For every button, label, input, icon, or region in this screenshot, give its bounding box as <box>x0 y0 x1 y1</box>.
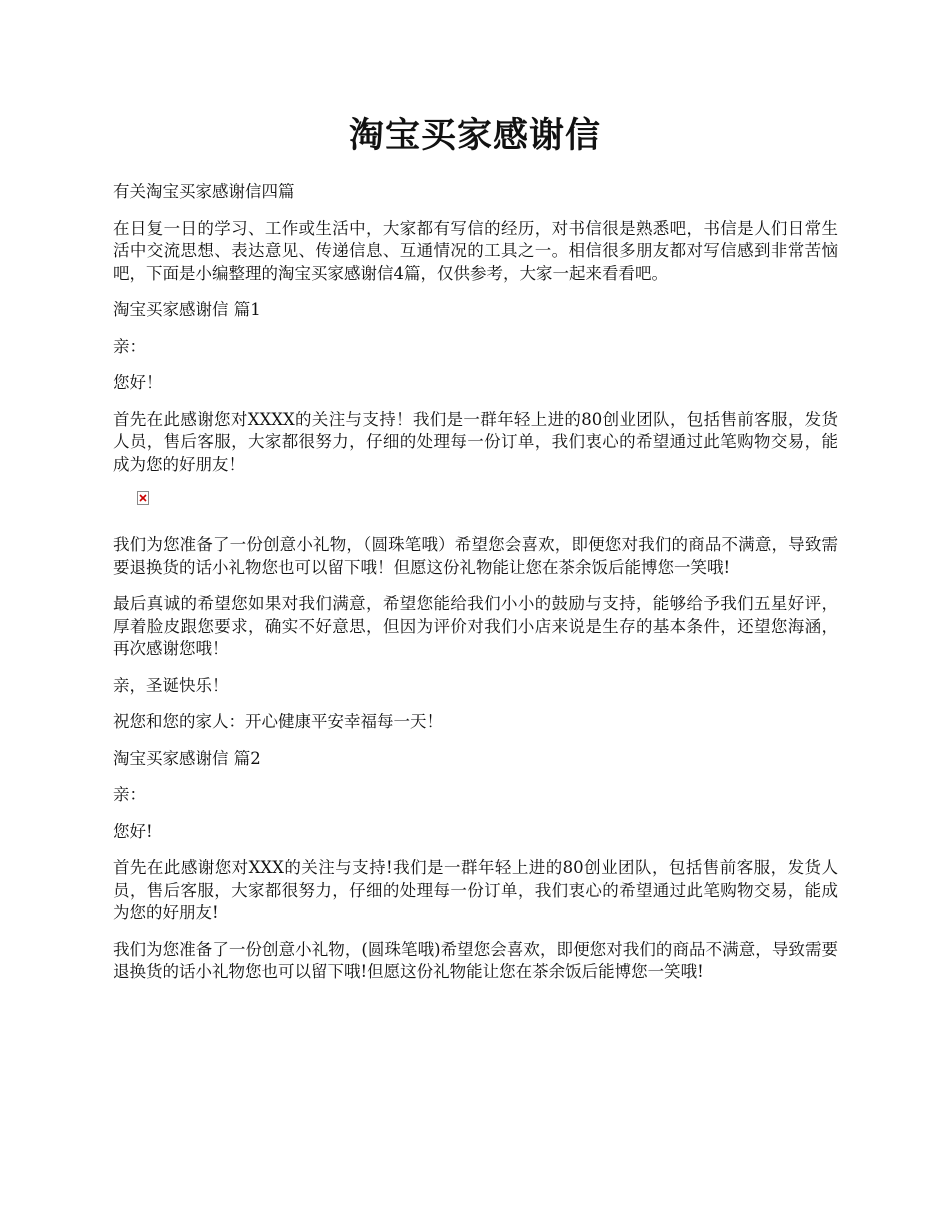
letter2-salutation: 亲： <box>113 785 146 804</box>
document-body <box>113 181 838 998</box>
embedded-image-placeholder <box>137 490 838 520</box>
letter2-paragraph-2: 我们为您准备了一份创意小礼物，(圆珠笔哦)希望您会喜欢，即便您对我们的商品不满意，导致需要退换货的话小礼物您也可以留下哦!但愿这份礼物能让您在茶余饭后能博您一笑哦! <box>113 939 838 981</box>
letter2-heading: 淘宝买家感谢信 篇2 <box>113 748 261 768</box>
intro-line: 有关淘宝买家感谢信四篇 <box>113 182 295 201</box>
letter1-heading: 淘宝买家感谢信 篇1 <box>113 300 261 319</box>
letter2-greeting: 您好! <box>113 821 153 841</box>
letter2-paragraph-1: 首先在此感谢您对XXX的关注与支持!我们是一群年轻上进的80创业团队，包括售前客服，发货人员，售后客服，大家都很努力，仔细的处理每一份订单，我们衷心的希望通过此笔购物交易，能成为您的好朋友! <box>113 858 838 922</box>
letter1-paragraph-5: 祝您和您的家人：开心健康平安幸福每一天！ <box>113 712 443 731</box>
letter1-paragraph-4: 亲，圣诞快乐！ <box>113 675 229 695</box>
letter1-greeting: 您好！ <box>113 373 163 392</box>
letter1-paragraph-1: 首先在此感谢您对XXXX的关注与支持！我们是一群年轻上进的80创业团队，包括售前客服，发货人员，售后客服，大家都很努力，仔细的处理每一份订单，我们衷心的希望通过此笔购物交易，能成为您的好朋友！ <box>113 409 838 474</box>
broken-image-icon <box>137 491 149 505</box>
document-title: 淘宝买家感谢信 <box>348 115 601 156</box>
preface-paragraph: 在日复一日的学习、工作或生活中，大家都有写信的经历，对书信很是熟悉吧，书信是人们日常生活中交流思想、表达意见、传递信息、互通情况的工具之一。相信很多朋友都对写信感到非常苦恼吧，下面是小编整理的淘宝买家感谢信4篇，仅供参考，大家一起来看看吧。 <box>113 218 838 283</box>
letter1-salutation: 亲： <box>113 336 146 356</box>
letter1-paragraph-2: 我们为您准备了一份创意小礼物，（圆珠笔哦）希望您会喜欢，即便您对我们的商品不满意，导致需要退换货的话小礼物您也可以留下哦！但愿这份礼物能让您在茶余饭后能博您一笑哦! <box>113 535 838 577</box>
letter1-paragraph-3: 最后真诚的希望您如果对我们满意，希望您能给我们小小的鼓励与支持，能够给予我们五星好评，厚着脸皮跟您要求，确实不好意思，但因为评价对我们小店来说是生存的基本条件，还望您海涵，再次感谢您哦！ <box>113 594 838 658</box>
